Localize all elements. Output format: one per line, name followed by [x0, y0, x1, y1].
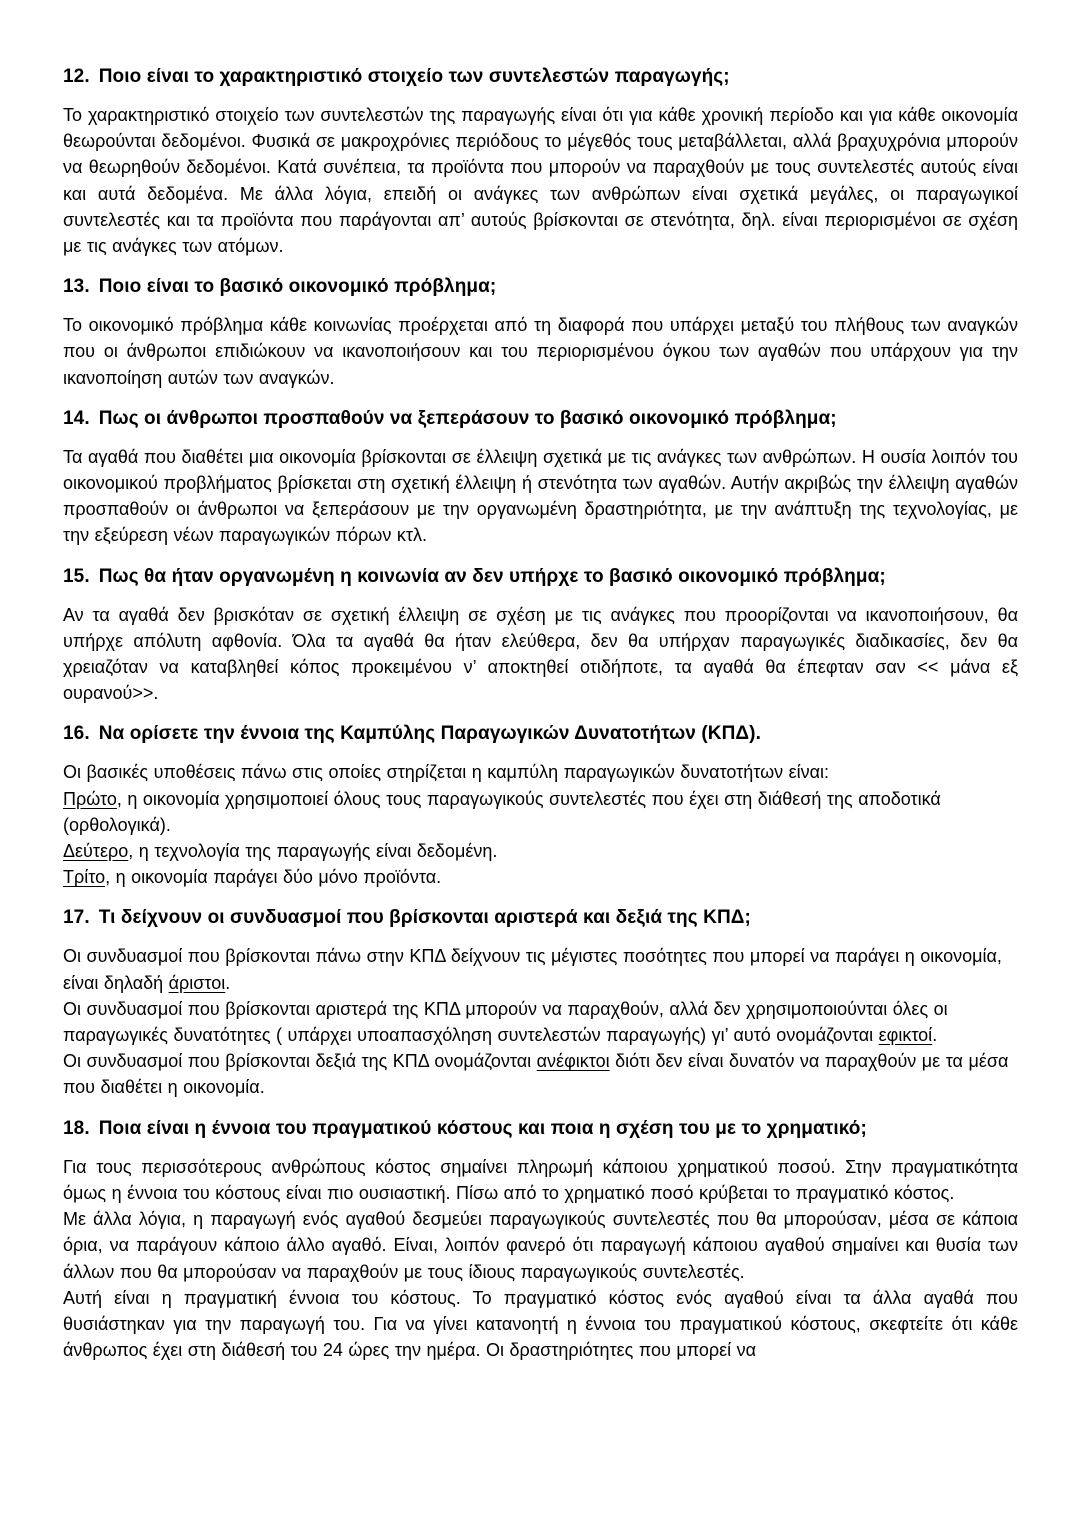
- text-run: Οι συνδυασμοί που βρίσκονται δεξιά της ΚΠΔ ονομάζονται: [63, 1051, 537, 1072]
- question-heading: [63, 566, 1018, 588]
- text-run: Οι βασικές υποθέσεις πάνω στις οποίες στηρίζεται η καμπύλη παραγωγικών δυνατοτήτων είναι:: [63, 762, 830, 783]
- question-title: Ποιο είναι το χαρακτηριστικό στοιχείο των συντελεστών παραγωγής;: [98, 66, 730, 87]
- text-run: Αν τα αγαθά δεν βρισκόταν σε σχετική έλλειψη σε σχέση με τις ανάγκες που προορίζονται να ικανοποιήσουν, θα υπήρχε απόλυτη αφθονία. Όλα τα αγαθά θα ήταν ελεύθερα, δεν θα υπήρχαν παραγωγικές διαδικασίες, δεν θα χρειαζόταν να καταβληθεί κόπος προκειμένου ν’ αποκτηθεί οτιδήποτε, τα αγαθά θα έπεφταν σαν << μάνα εξ ουρανού>>.: [63, 604, 1018, 704]
- question-title: Ποιο είναι το βασικό οικονομικό πρόβλημα;: [98, 276, 497, 298]
- qa-section: [63, 276, 1018, 391]
- answer-paragraph: [63, 864, 1018, 890]
- underlined-term: άριστοι: [168, 972, 226, 993]
- answer-paragraph: [63, 1048, 1018, 1100]
- qa-section: [63, 723, 1018, 890]
- question-number: 15.: [63, 565, 90, 587]
- underlined-term: εφικτοί: [878, 1025, 933, 1046]
- question-heading: [63, 723, 1018, 745]
- answer-paragraph: [63, 1206, 1018, 1285]
- underlined-term: Πρώτο: [63, 788, 117, 809]
- underlined-term: Δεύτερο: [63, 841, 129, 862]
- answer-paragraph: [63, 312, 1018, 391]
- text-run: Το οικονομικό πρόβλημα κάθε κοινωνίας προέρχεται από τη διαφορά που υπάρχει μεταξύ του πλήθους των αναγκών που οι άνθρωποι επιδιώκουν να ικανοποιήσουν και του περιορισμένου όγκου των αγαθών που υπάρχουν για την ικανοποίηση αυτών των αναγκών.: [63, 315, 1018, 388]
- text-run: Αυτή είναι η πραγματική έννοια του κόστους. Το πραγματικό κόστος ενός αγαθού είναι τα άλλα αγαθά που θυσιάστηκαν για την παραγωγή του. Για να γίνει κατανοητή η έννοια του πραγματικού κόστους, σκεφτείτε ότι κάθε άνθρωπος έχει στη διάθεσή του 24 ώρες την ημέρα. Οι δραστηριότητες που μπορεί να: [63, 1287, 1018, 1361]
- underlined-term: Τρίτο: [63, 867, 106, 888]
- question-title: Ποια είναι η έννοια του πραγματικού κόστους και ποια η σχέση του με το χρηματικό;: [98, 1117, 867, 1139]
- text-run: Με άλλα λόγια, η παραγωγή ενός αγαθού δεσμεύει παραγωγικούς συντελεστές που θα μπορούσαν, μέσα σε κάποια όρια, να παράγουν κάποιο άλλο αγαθό. Είναι, λοιπόν φανερό ότι παραγωγή κάποιου αγαθού σημαίνει και θυσία των άλλων που θα μπορούσαν να παραχθούν με τους ίδιους παραγωγικούς συντελεστές.: [63, 1209, 1018, 1282]
- qa-section: [63, 907, 1018, 1100]
- text-run: , η οικονομία παράγει δύο μόνο προϊόντα.: [105, 867, 442, 888]
- question-number: 16.: [63, 723, 90, 745]
- text-run: Οι συνδυασμοί που βρίσκονται πάνω στην ΚΠΔ δείχνουν τις μέγιστες ποσότητες που μπορεί να παράγει η οικονομία, είναι δηλαδή: [63, 946, 1002, 993]
- question-number: 12.: [63, 66, 90, 87]
- answer-paragraph: [63, 759, 1018, 785]
- question-number: 13.: [63, 276, 90, 298]
- text-run: διότι δεν είναι δυνατόν να παραχθούν με τα μέσα που διαθέτει η οικονομία.: [63, 1051, 1009, 1098]
- text-run: Για τους περισσότερους ανθρώπους κόστος σημαίνει πληρωμή κάποιου χρηματικού ποσού. Στην πραγματικότητα όμως η έννοια του κόστους είναι πιο ουσιαστική. Πίσω από το χρηματικό ποσό κρύβεται το πραγματικό κόστος.: [63, 1156, 1018, 1203]
- answer-paragraph: [63, 996, 1018, 1048]
- text-run: .: [932, 1025, 938, 1046]
- question-heading: [63, 276, 1018, 298]
- question-title: Τι δείχνουν οι συνδυασμοί που βρίσκονται αριστερά και δεξιά της ΚΠΔ;: [98, 907, 751, 929]
- qa-section: [63, 408, 1018, 549]
- question-title: Πως οι άνθρωποι προσπαθούν να ξεπεράσουν το βασικό οικονομικό πρόβλημα;: [98, 407, 837, 429]
- qa-section: [63, 566, 1018, 707]
- qa-sections: [63, 66, 1018, 1363]
- question-title: Να ορίσετε την έννοια της Καμπύλης Παραγωγικών Δυνατοτήτων (ΚΠΔ).: [98, 723, 761, 745]
- text-run: Οι συνδυασμοί που βρίσκονται αριστερά της ΚΠΔ μπορούν να παραχθούν, αλλά δεν χρησιμοποιούνται όλες οι παραγωγικές δυνατότητες ( υπάρχει υποαπασχόληση συντελεστών παραγωγής) γι’ αυτό ονομάζονται: [63, 998, 948, 1046]
- text-run: Τα αγαθά που διαθέτει μια οικονομία βρίσκονται σε έλλειψη σχετικά με τις ανάγκες των ανθρώπων. Η ουσία λοιπόν του οικονομικού προβλήματος βρίσκεται στη σχετική έλλειψη ή στενότητα των αγαθών. Αυτήν ακριβώς την έλλειψη αγαθών προσπαθούν οι άνθρωποι να ξεπεράσουν με την οργανωμένη δραστηριότητα, με την ανάπτυξη της τεχνολογίας, με την εξεύρεση νέων παραγωγικών πόρων κτλ.: [63, 446, 1018, 546]
- question-title: Πως θα ήταν οργανωμένη η κοινωνία αν δεν υπήρχε το βασικό οικονομικό πρόβλημα;: [98, 565, 886, 587]
- underlined-term: ανέφικτοι: [536, 1051, 610, 1072]
- question-number: 17.: [63, 907, 90, 929]
- answer-paragraph: [63, 786, 1018, 838]
- question-heading: [63, 1118, 1018, 1140]
- answer-paragraph: [63, 838, 1018, 864]
- question-number: 14.: [63, 407, 90, 429]
- question-heading: [63, 408, 1018, 430]
- text-run: , η τεχνολογία της παραγωγής είναι δεδομένη.: [128, 841, 498, 862]
- question-number: 18.: [63, 1117, 90, 1139]
- text-run: Το χαρακτηριστικό στοιχείο των συντελεστών της παραγωγής είναι ότι για κάθε χρονική περίοδο και για κάθε οικονομία θεωρούνται δεδομένοι. Φυσικά σε μακροχρόνιες περιόδους το μέγεθός τους μεταβάλλεται, αλλά βραχυχρόνια μπορούν να θεωρηθούν δεδομένοι. Κατά συνέπεια, τα προϊόντα που μπορούν να παραχθούν με τους συντελεστές αυτούς είναι και αυτά δεδομένα. Με άλλα λόγια, επειδή οι ανάγκες των ανθρώπων είναι σχετικά μεγάλες, οι παραγωγικοί συντελεστές και τα προϊόντα που παράγονται απ’ αυτούς βρίσκονται σε στενότητα, δηλ. είναι περιορισμένοι σε σχέση με τις ανάγκες των ατόμων.: [63, 105, 1018, 257]
- qa-section: [63, 66, 1018, 259]
- question-heading: [63, 907, 1018, 929]
- answer-paragraph: [63, 102, 1018, 259]
- text-run: .: [225, 972, 231, 993]
- answer-paragraph: [63, 1154, 1018, 1206]
- text-run: , η οικονομία χρησιμοποιεί όλους τους παραγωγικούς συντελεστές που έχει στη διάθεσή της αποδοτικά (ορθολογικά).: [63, 788, 941, 835]
- answer-paragraph: [63, 943, 1018, 995]
- answer-paragraph: [63, 602, 1018, 707]
- qa-section: [63, 1118, 1018, 1364]
- question-heading: [63, 66, 1018, 88]
- answer-paragraph: [63, 444, 1018, 549]
- answer-paragraph: [63, 1285, 1018, 1364]
